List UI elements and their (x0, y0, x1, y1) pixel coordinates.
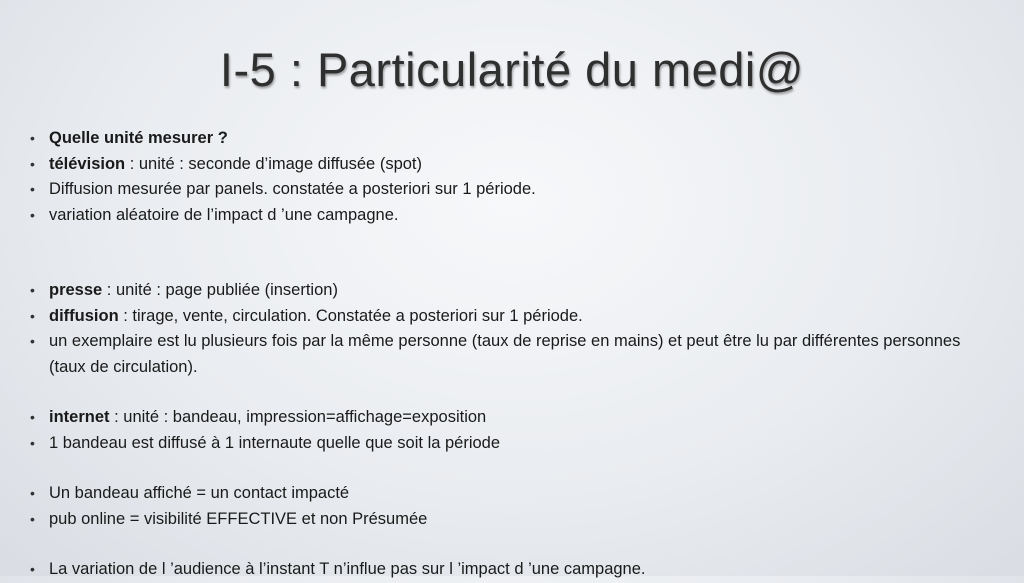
bullet-text: Diffusion mesurée par panels. constatée a posteriori sur 1 période. (49, 180, 536, 198)
bullet-text: : tirage, vente, circulation. Constatée a posteriori sur 1 période. (118, 306, 583, 325)
bullet-item (30, 177, 970, 203)
bullet-text: : unité : page publiée (insertion) (102, 281, 338, 299)
bullet-item (30, 304, 970, 330)
bullet-text: pub online = visibilité EFFECTIVE et non Présumée (49, 509, 428, 528)
bullet-bold-text: télévision (49, 154, 126, 173)
bullet-bold-text: presse (49, 281, 103, 299)
bullet-text: un exemplaire est lu plusieurs fois par la même personne (taux de reprise en mains) et peut être lu par différentes personnes (taux de circulation). (49, 332, 961, 376)
bullet-bold-text: Quelle unité mesurer ? (49, 129, 228, 147)
spacer (30, 228, 970, 278)
bullet-text: Un bandeau affiché = un contact impacté (49, 484, 350, 502)
bullet-bold-text: internet (49, 408, 110, 426)
slide-title: I-5 : Particularité du medi@ (219, 43, 805, 96)
bullet-item (30, 126, 970, 152)
bullet-text: variation aléatoire de l’impact d ’une campagne. (49, 205, 399, 224)
bullet-item (30, 557, 970, 583)
bullet-item (30, 481, 970, 507)
bullet-text: : unité : bandeau, impression=affichage=exposition (109, 408, 487, 426)
bullet-item (30, 507, 970, 533)
bullet-bold-text: diffusion (49, 306, 119, 325)
bullet-item (30, 152, 970, 178)
bullet-item (30, 278, 970, 304)
bullet-list (30, 126, 970, 583)
bullet-item (30, 329, 970, 380)
bullet-text: : unité : seconde d’image diffusée (spot) (125, 154, 422, 173)
spacer (30, 532, 970, 557)
bullet-item (30, 203, 970, 229)
bullet-text: La variation de l ’audience à l’instant T n’influe pas sur l ’impact d ’une campagne. (49, 560, 646, 578)
spacer (30, 456, 970, 481)
bullet-item (30, 431, 970, 457)
spacer (30, 380, 970, 405)
bullet-text: 1 bandeau est diffusé à 1 internaute quelle que soit la période (49, 433, 501, 452)
bullet-item (30, 405, 970, 431)
